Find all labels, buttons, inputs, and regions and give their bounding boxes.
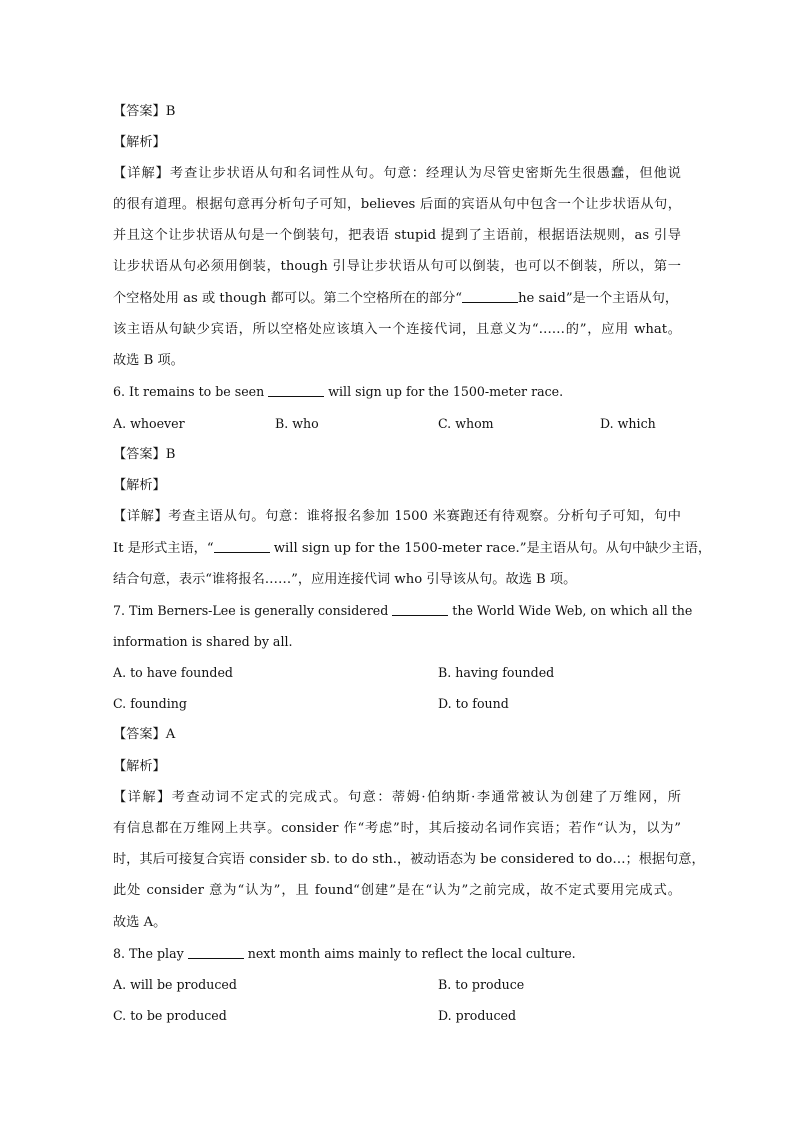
explanation-line: 【详解】考查让步状语从句和名词性从句。句意：经理认为尽管史密斯先生很愚蠢，但他说 [113,166,681,181]
blank-line [392,603,448,616]
analysis-label: 【解析】 [113,759,166,774]
explanation-text: will sign up for the 1500-meter race.”是主语从句。从句中缺少主语， [269,541,712,556]
question-6 [113,382,681,402]
option-a: A. will be produced [113,977,237,992]
analysis-label: 【解析】 [113,478,166,493]
answer-label: 【答案】B [113,447,176,462]
question-text: 8. The play [113,946,188,961]
explanation-line: 故选 A。 [113,915,167,930]
option-a: A. whoever [113,416,185,431]
explanation-line: 【详解】考查主语从句。句意：谁将报名参加 1500 米赛跑还有待观察。分析句子可知，句中 [113,509,681,524]
explanation-line: 并且这个让步状语从句是一个倒装句，把表语 stupid 提到了主语前，根据语法规则，as 引导 [113,228,681,243]
explanation-line: 时，其后可接复合宾语 consider sb. to do sth.，被动语态为 be considered to do…；根据句意， [113,852,705,867]
option-c: C. founding [113,696,187,711]
question-text: will sign up for the 1500-meter race. [324,384,564,399]
question-7 [113,601,693,621]
option-c: C. whom [438,416,494,431]
answer-label: 【答案】A [113,727,176,742]
question-text: the World Wide Web, on which all the [448,603,693,618]
explanation-line: 结合句意，表示“谁将报名……”，应用连接代词 who 引导该从句。故选 B 项。 [113,572,577,587]
explanation-line [113,289,681,309]
blank-line [268,384,324,397]
option-b: B. having founded [438,665,555,680]
option-b: B. who [275,416,319,431]
explanation-text: 个空格处用 as 或 though 都可以。第二个空格所在的部分“ [113,291,463,306]
explanation-line: 的很有道理。根据句意再分析句子可知，believes 后面的宾语从句中包含一个让步状语从句， [113,197,681,212]
explanation-line: 故选 B 项。 [113,353,184,368]
explanation-text: It 是形式主语，“ [113,541,214,556]
question-text: 6. It remains to be seen [113,384,269,399]
question-text: next month aims mainly to reflect the local culture. [243,946,576,961]
option-a: A. to have founded [113,665,233,680]
option-b: B. to produce [438,977,525,992]
option-c: C. to be produced [113,1008,227,1023]
analysis-label: 【解析】 [113,135,166,150]
explanation-line: 有信息都在万维网上共享。consider 作“考虑”时，其后接动名词作宾语；若作“认为，以为” [113,821,681,836]
answer-label: 【答案】B [113,104,176,119]
blank-line [188,946,244,959]
explanation-line: 【详解】考查动词不定式的完成式。句意：蒂姆·伯纳斯·李通常被认为创建了万维网，所 [113,790,681,805]
option-d: D. to found [438,696,509,711]
question-8 [113,944,681,964]
blank-line [214,540,270,553]
explanation-line [113,539,712,559]
explanation-text: he said”是一个主语从句， [518,291,679,306]
question-text: information is shared by all. [113,634,293,649]
blank-line [462,290,518,303]
explanation-line: 该主语从句缺少宾语，所以空格处应该填入一个连接代词，且意义为“……的”，应用 what。 [113,322,681,337]
question-text: 7. Tim Berners-Lee is generally considered [113,603,393,618]
option-d: D. which [600,416,656,431]
explanation-line: 此处 consider 意为“认为”，且 found“创建”是在“认为”之前完成，故不定式要用完成式。 [113,883,681,898]
option-d: D. produced [438,1008,517,1023]
explanation-line: 让步状语从句必须用倒装，though 引导让步状语从句可以倒装，也可以不倒装，所以，第一 [113,259,681,274]
